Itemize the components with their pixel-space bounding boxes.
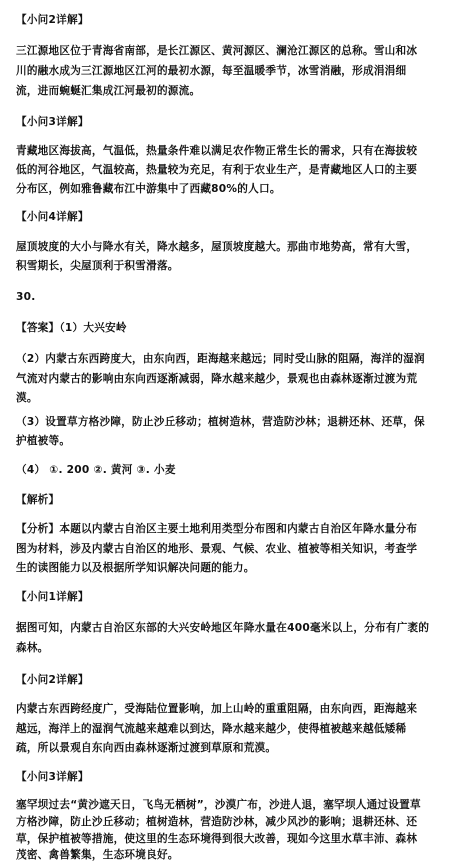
question-number: 30.	[16, 291, 36, 303]
paragraph-line: 三江源地区位于青海省南部，是长江源区、黄河源区、澜沧江源区的总称。雪山和冰	[16, 45, 418, 57]
paragraph-line: 流，进而蜿蜒汇集成江河最初的源流。	[16, 85, 201, 97]
section-heading: 【小问4详解】	[16, 211, 89, 223]
paragraph-line: 分布区，例如雅鲁藏布江中游集中了西藏80%的人口。	[16, 183, 281, 195]
section-heading: 【小问1详解】	[16, 591, 89, 603]
paragraph-line: 低的河谷地区，气温较高，热量较为充足，有利于农业生产，是青藏地区人口的主要	[16, 164, 418, 176]
paragraph-line: 森林。	[16, 642, 49, 654]
paragraph-line: 塞罕坝过去“黄沙遮天日，飞鸟无栖树”，沙漠广布，沙进人退，塞罕坝人通过设置草	[16, 799, 421, 811]
paragraph-line: （2）内蒙古东西跨度大，由东向西，距海越来越远；同时受山脉的阻隔，海洋的湿润	[16, 353, 425, 365]
paragraph-line: 疏，所以景观自东向西由森林逐渐过渡到草原和荒漠。	[16, 742, 277, 754]
section-heading: 【解析】	[16, 494, 60, 506]
paragraph-line: 生的读图能力以及根据所学知识解决问题的能力。	[16, 562, 255, 574]
paragraph-line: 气流对内蒙古的影响由东向西逐渐减弱，降水越来越少，景观也由森林逐渐过渡为荒	[16, 373, 418, 385]
answer-part-4: （4） ①. 200 ②. 黄河 ③. 小麦	[16, 464, 176, 476]
paragraph-line: 屋顶坡度的大小与降水有关，降水越多，屋顶坡度越大。那曲市地势高，常有大雪，	[16, 241, 418, 253]
paragraph-line: 茂密、禽兽繁集，生态环境良好。	[16, 849, 179, 861]
paragraph-line: （3）设置草方格沙障，防止沙丘移动；植树造林，营造防沙林；退耕还林、还草，保	[16, 416, 425, 428]
paragraph-line: 图为材料，涉及内蒙古自治区的地形、景观、气候、农业、植被等相关知识，考查学	[16, 543, 418, 555]
section-heading: 【小问3详解】	[16, 771, 89, 783]
paragraph-line: 方格沙障，防止沙丘移动；植树造林，营造防沙林，减少风沙的影响；退耕还林、还	[16, 816, 418, 828]
paragraph-line: 【分析】本题以内蒙古自治区主要土地利用类型分布图和内蒙古自治区年降水量分布	[16, 523, 418, 535]
section-heading: 【小问2详解】	[16, 14, 89, 26]
section-heading: 【小问3详解】	[16, 116, 89, 128]
paragraph-line: 内蒙古东西跨经度广，受海陆位置影响，加上山岭的重重阻隔，由东向西，距海越来	[16, 703, 418, 715]
answer-heading: 【答案】（1）大兴安岭	[16, 322, 127, 334]
paragraph-line: 漠。	[16, 392, 38, 404]
paragraph-line: 青藏地区海拔高，气温低，热量条件难以满足农作物正常生长的需求，只有在海拔较	[16, 145, 418, 157]
paragraph-line: 川的融水成为三江源地区江河的最初水源，每至温暖季节，冰雪消融，形成涓涓细	[16, 65, 407, 77]
paragraph-line: 草，保护植被等措施，使这里的生态环境得到很大改善，现如今这里水草丰沛、森林	[16, 833, 418, 845]
paragraph-line: 积雪期长，尖屋顶利于积雪滑落。	[16, 260, 179, 272]
paragraph-line: 护植被等。	[16, 435, 71, 447]
section-heading: 【小问2详解】	[16, 674, 89, 686]
paragraph-line: 据图可知，内蒙古自治区东部的大兴安岭地区年降水量在400毫米以上，分布有广袤的	[16, 622, 430, 634]
paragraph-line: 越远，海洋上的湿润气流越来越难以到达，降水越来越少，使得植被越来越低矮稀	[16, 723, 407, 735]
